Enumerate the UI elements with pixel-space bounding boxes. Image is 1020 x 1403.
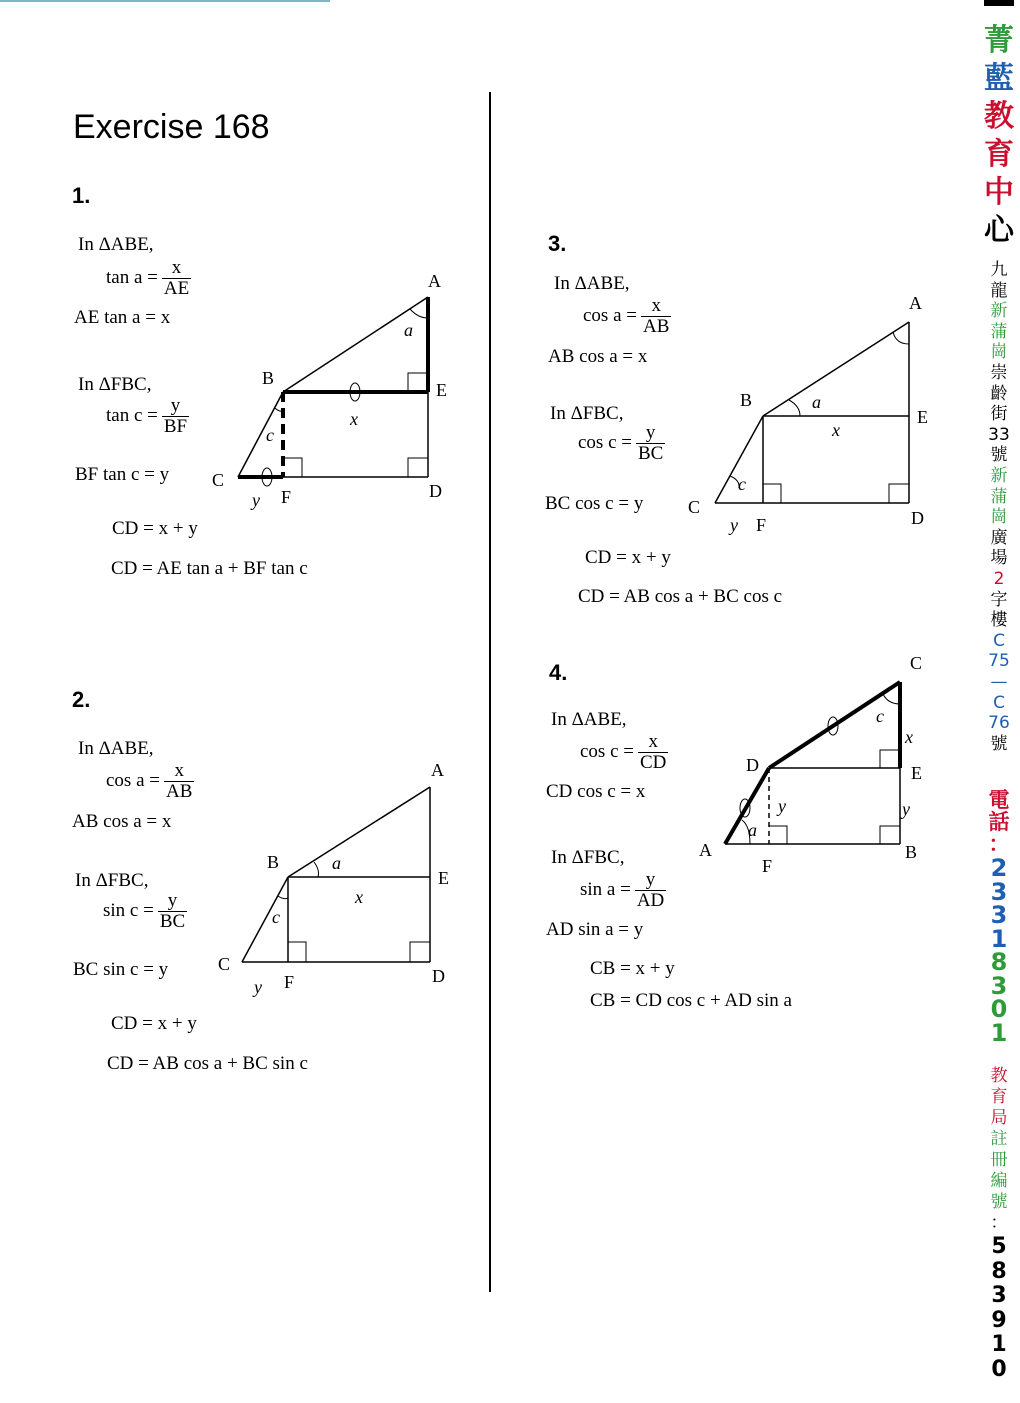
label-A: A <box>699 840 712 860</box>
sidebar-reg-digit: 0 <box>991 1356 1007 1382</box>
fraction <box>164 761 194 802</box>
sidebar-address-char: 九 <box>990 260 1008 280</box>
label-E: E <box>917 407 928 427</box>
sidebar-address-char: 76 <box>988 713 1010 734</box>
problem-1-in2: In ΔFBC, <box>78 374 152 395</box>
problem-2-in2: In ΔFBC, <box>75 870 149 891</box>
problem-4-in2: In ΔFBC, <box>551 847 625 868</box>
sidebar-address-char: 廣 <box>990 527 1008 548</box>
sidebar-address-char: 街 <box>990 404 1008 425</box>
problem-4-diagram <box>690 650 940 885</box>
denominator: BF <box>163 415 188 437</box>
sidebar-reg-label-char: 育 <box>990 1087 1008 1107</box>
label-x: x <box>832 420 840 440</box>
sidebar-name-char: 心 <box>984 213 1014 248</box>
problem-4-in1: In ΔABE, <box>551 709 627 730</box>
label-D: D <box>429 481 442 501</box>
label-C: C <box>688 497 701 517</box>
denominator: BC <box>159 910 186 932</box>
problem-3-final: CD = AB cos a + BC cos c <box>578 586 783 607</box>
label-c: c <box>266 425 274 445</box>
problem-2-eq2 <box>103 891 187 932</box>
problem-3-sum: CD = x + y <box>585 547 671 568</box>
page-title: Exercise 168 <box>73 108 270 146</box>
problem-3-diagram <box>670 285 950 535</box>
sidebar-address-char: 33 <box>988 424 1010 445</box>
label-D: D <box>911 508 924 528</box>
problem-2-res2: BC sin c = y <box>73 959 169 980</box>
sidebar-address-char: C <box>993 692 1005 713</box>
sidebar-name-char: 教 <box>984 99 1014 134</box>
problem-4-sum: CB = x + y <box>590 958 675 979</box>
eq-lhs: sin c = <box>103 899 154 921</box>
fraction <box>162 258 191 299</box>
label-c: c <box>738 474 746 494</box>
problem-4-res2: AD sin a = y <box>546 919 644 940</box>
problem-1-sum: CD = x + y <box>112 518 198 539</box>
sidebar-address-char: 蒲 <box>990 486 1008 507</box>
sidebar-reg-label-char: 冊 <box>990 1150 1008 1170</box>
problem-3-res2: BC cos c = y <box>545 493 644 514</box>
problem-1-res2: BF tan c = y <box>75 464 170 485</box>
numerator: x <box>641 296 671 317</box>
sidebar-address-char: 2 <box>993 569 1005 589</box>
sidebar-phone-label-char: 話 <box>988 810 1010 834</box>
problem-2-res1: AB cos a = x <box>72 811 172 832</box>
sidebar-phone-digit: 3 <box>990 971 1008 1000</box>
sidebar-banner <box>978 0 1020 1403</box>
label-B: B <box>740 390 753 410</box>
sidebar-address-char: 號 <box>990 733 1008 754</box>
fraction <box>158 891 187 932</box>
numerator: x <box>164 761 194 782</box>
numerator: y <box>162 396 189 417</box>
label-y: y <box>730 515 738 535</box>
denominator: AB <box>165 780 193 802</box>
column-divider <box>489 92 491 1292</box>
fraction <box>635 870 666 911</box>
label-D: D <box>746 755 759 775</box>
sidebar-address-char: 齡 <box>990 383 1008 404</box>
sidebar-reg-label-char: 號 <box>990 1192 1008 1212</box>
fraction <box>162 396 189 437</box>
label-a: a <box>812 392 821 412</box>
sidebar-address-char: 新 <box>990 301 1008 322</box>
fraction <box>636 423 665 464</box>
sidebar-address-char: C <box>993 630 1005 651</box>
label-A: A <box>909 293 922 313</box>
sidebar-address-char: 場 <box>990 548 1008 569</box>
label-y-inner: y <box>778 796 786 816</box>
denominator: CD <box>639 751 667 773</box>
eq-lhs: cos a = <box>583 304 637 326</box>
problem-1-eq2 <box>106 396 189 437</box>
sidebar-top-bar <box>984 0 1014 6</box>
sidebar-address-char: 字 <box>990 589 1008 610</box>
sidebar-reg-digit: 1 <box>991 1332 1007 1357</box>
sidebar-phone-digit: 1 <box>990 1018 1008 1047</box>
problem-3-res1: AB cos a = x <box>548 346 648 367</box>
problem-1-res1: AE tan a = x <box>74 307 171 328</box>
denominator: AD <box>636 889 665 911</box>
sidebar-reg-label-char: 局 <box>990 1108 1008 1128</box>
sidebar-reg-digit: 5 <box>991 1234 1007 1259</box>
denominator: BC <box>637 442 664 464</box>
sidebar-name-char: 育 <box>984 137 1014 172</box>
label-E: E <box>438 868 449 888</box>
problem-1-eq1 <box>106 258 191 299</box>
eq-lhs: tan c = <box>106 404 158 426</box>
sidebar-phone-digit: 1 <box>990 924 1008 953</box>
eq-lhs: sin a = <box>580 878 631 900</box>
label-A: A <box>431 760 444 780</box>
sidebar-name-char: 中 <box>984 175 1014 210</box>
label-B: B <box>262 368 275 388</box>
denominator: AE <box>163 277 190 299</box>
eq-lhs: cos a = <box>106 769 160 791</box>
top-accent-line <box>0 0 330 2</box>
numerator: y <box>158 891 187 912</box>
sidebar-phone-digit: 2 <box>990 854 1008 882</box>
sidebar-phone-digit: 0 <box>990 995 1008 1023</box>
sidebar-reg-label-char: 編 <box>990 1171 1008 1191</box>
label-c: c <box>876 706 884 726</box>
label-x: x <box>350 409 358 429</box>
label-D: D <box>432 966 445 986</box>
label-y: y <box>254 977 262 997</box>
numerator: y <box>635 870 666 891</box>
sidebar-reg-digit: 9 <box>991 1307 1007 1333</box>
sidebar-reg-label-char: 註 <box>990 1129 1008 1149</box>
sidebar-phone-digit: 8 <box>990 948 1008 976</box>
problem-4-number: 4. <box>549 660 568 685</box>
label-C: C <box>212 470 225 490</box>
label-x: x <box>905 727 913 747</box>
problem-3-eq2 <box>578 423 665 464</box>
problem-4-res1: CD cos c = x <box>546 781 646 802</box>
problem-2-sum: CD = x + y <box>111 1013 197 1034</box>
numerator: y <box>636 423 665 444</box>
sidebar-phone-label-char: 電 <box>988 788 1010 812</box>
label-C: C <box>910 653 923 673</box>
sidebar-address-char: 崗 <box>990 342 1008 363</box>
sidebar-address-char: 樓 <box>990 610 1008 631</box>
eq-lhs: tan a = <box>106 266 158 288</box>
problem-2-number: 2. <box>72 687 91 712</box>
problem-3-in1: In ΔABE, <box>554 273 630 294</box>
problem-1-in1: In ΔABE, <box>78 234 154 255</box>
eq-lhs: cos c = <box>578 431 632 453</box>
label-a: a <box>404 320 413 340</box>
fraction <box>638 732 668 773</box>
sidebar-address-char: 龍 <box>990 280 1008 301</box>
label-a: a <box>332 853 341 873</box>
eq-lhs: cos c = <box>580 740 634 762</box>
sidebar-reg-label-char: 教 <box>990 1066 1008 1086</box>
label-F: F <box>284 972 295 992</box>
sidebar-reg-label-char: ： <box>990 1213 1008 1233</box>
problem-4-eq2 <box>580 870 666 911</box>
problem-4-final: CB = CD cos c + AD sin a <box>590 990 792 1011</box>
fraction <box>641 296 671 337</box>
sidebar-reg-digit: 8 <box>991 1258 1007 1284</box>
problem-2-final: CD = AB cos a + BC sin c <box>107 1053 308 1074</box>
numerator: x <box>162 258 191 279</box>
problem-2-in1: In ΔABE, <box>78 738 154 759</box>
label-B: B <box>905 842 918 862</box>
label-B: B <box>267 852 280 872</box>
sidebar-phone-digit: 3 <box>990 877 1008 906</box>
label-F: F <box>762 856 773 876</box>
sidebar-address-char: 75 <box>988 651 1010 672</box>
problem-1-number: 1. <box>72 183 91 208</box>
label-F: F <box>756 515 767 535</box>
label-F: F <box>281 487 292 507</box>
sidebar-address-char: 新 <box>990 466 1008 486</box>
problem-4-eq1 <box>580 732 668 773</box>
sidebar-address-char: 崇 <box>990 363 1008 383</box>
label-c: c <box>272 907 280 927</box>
label-E: E <box>911 763 922 783</box>
sidebar-address-char: 號 <box>990 445 1008 466</box>
sidebar-phone-digit: 3 <box>990 901 1008 929</box>
label-x: x <box>355 887 363 907</box>
problem-3-in2: In ΔFBC, <box>550 403 624 424</box>
sidebar-address-char: 崗 <box>990 507 1008 528</box>
sidebar-phone-label-char: ： <box>988 832 1010 856</box>
problem-2-eq1 <box>106 761 194 802</box>
label-A: A <box>428 271 441 291</box>
sidebar-address-char: — <box>990 672 1008 692</box>
numerator: x <box>638 732 668 753</box>
label-y: y <box>252 490 260 510</box>
label-y: y <box>902 799 910 819</box>
label-a: a <box>748 820 757 840</box>
problem-1-diagram <box>200 262 470 512</box>
sidebar-name-char: 藍 <box>984 61 1014 96</box>
sidebar-address-char: 蒲 <box>990 321 1008 342</box>
problem-3-eq1 <box>583 296 671 337</box>
problem-2-diagram <box>200 750 470 1000</box>
problem-3-number: 3. <box>548 231 567 256</box>
denominator: AB <box>642 315 670 337</box>
sidebar-name-char: 菁 <box>984 23 1014 58</box>
sidebar-reg-digit: 3 <box>991 1283 1007 1308</box>
label-E: E <box>436 380 447 400</box>
label-C: C <box>218 954 231 974</box>
problem-1-final: CD = AE tan a + BF tan c <box>111 558 308 579</box>
